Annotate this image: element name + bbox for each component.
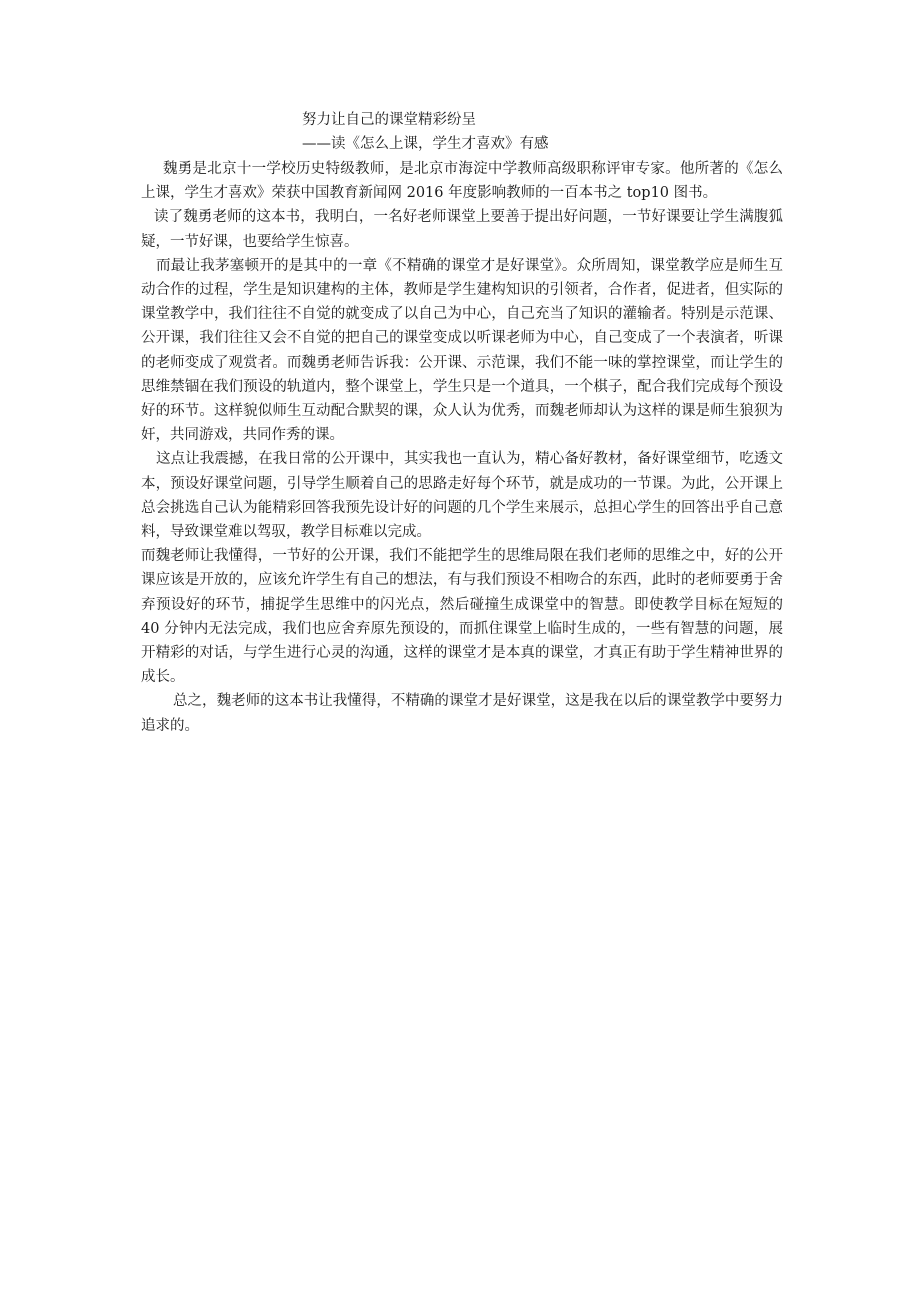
title-block <box>302 108 549 156</box>
document-body <box>141 157 783 738</box>
paragraph-reading: 读了魏勇老师的这本书，我明白，一名好老师课堂上要善于提出好问题，一节好课要让学生满腹狐疑，一节好课，也要给学生惊喜。 <box>141 209 783 250</box>
document-title: 努力让自己的课堂精彩纷呈 <box>302 112 476 128</box>
paragraph-lesson: 而魏老师让我懂得，一节好的公开课，我们不能把学生的思维局限在我们老师的思维之中，好的公开课应该是开放的，应该允许学生有自己的想法，有与我们预设不相吻合的东西，此时的老师要勇于舍弃预设好的环节，捕捉学生思维中的闪光点，然后碰撞生成课堂中的智慧。即使教学目标在短短的 40 分钟内无法完成，我们也应舍弃原先预设的，而抓住课堂上临时生成的，一些有智慧的问题，展开精彩的对话，与学生进行心灵的沟通，这样的课堂才是本真的课堂，才真正有助于学生精神世界的成长。 <box>141 548 783 686</box>
paragraph-conclusion: 总之，魏老师的这本书让我懂得，不精确的课堂才是好课堂，这是我在以后的课堂教学中要努力追求的。 <box>141 693 783 734</box>
paragraph-reflection: 这点让我震撼，在我日常的公开课中，其实我也一直认为，精心备好教材，备好课堂细节，吃透文本，预设好课堂问题，引导学生顺着自己的思路走好每个环节，就是成功的一节课。为此，公开课上总会挑选自己认为能精彩回答我预先设计好的问题的几个学生来展示，总担心学生的回答出乎自己意料，导致课堂难以驾驭，教学目标难以完成。 <box>141 451 783 541</box>
paragraph-chapter: 而最让我茅塞顿开的是其中的一章《不精确的课堂才是好课堂》。众所周知，课堂教学应是师生互动合作的过程，学生是知识建构的主体，教师是学生建构知识的引领者，合作者，促进者，但实际的课堂教学中，我们往往不自觉的就变成了以自己为中心，自己充当了知识的灌输者。特别是示范课、公开课，我们往往又会不自觉的把自己的课堂变成以听课老师为中心，自己变成了一个表演者，听课的老师变成了观赏者。而魏勇老师告诉我：公开课、示范课，我们不能一味的掌控课堂，而让学生的思维禁锢在我们预设的轨道内，整个课堂上，学生只是一个道具，一个棋子，配合我们完成每个预设好的环节。这样貌似师生互动配合默契的课，众人认为优秀，而魏老师却认为这样的课是师生狼狈为奸，共同游戏，共同作秀的课。 <box>141 257 783 444</box>
document-subtitle: ——读《怎么上课，学生才喜欢》有感 <box>302 136 549 152</box>
paragraph-intro: 魏勇是北京十一学校历史特级教师，是北京市海淀中学教师高级职称评审专家。他所著的《怎么上课，学生才喜欢》荣获中国教育新闻网 2016 年度影响教师的一百本书之 top10 图书。 <box>141 161 783 202</box>
